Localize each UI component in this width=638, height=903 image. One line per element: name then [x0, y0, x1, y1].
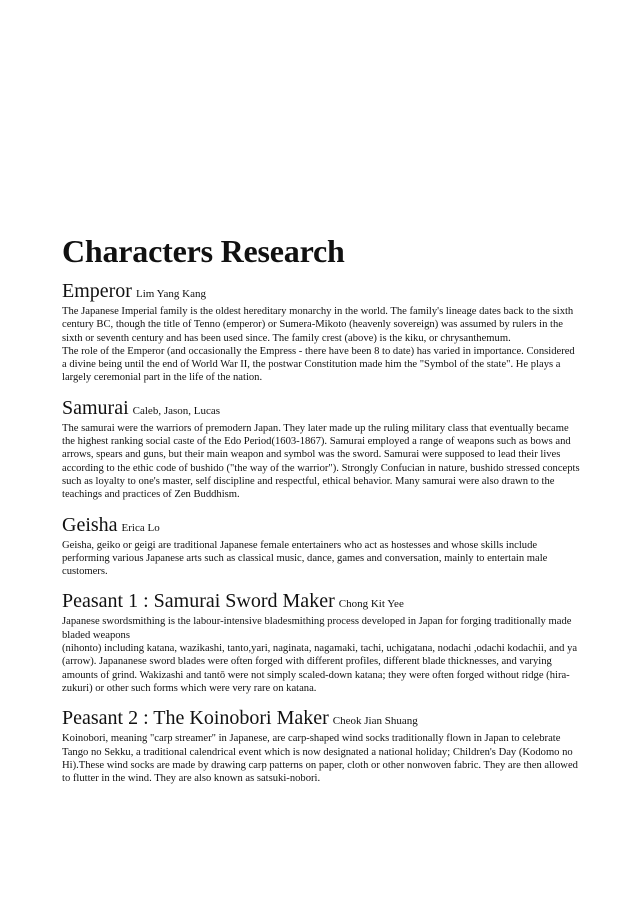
- section-emperor: [62, 280, 582, 385]
- section-paragraph: Geisha, geiko or geigi are traditional Japanese female entertainers who act as hostesses and whose skills include performing various Japanese arts such as classical music, dance, games and conversation, mainly to entertain male customers.: [62, 539, 548, 578]
- section-authors: Chong Kit Yee: [338, 598, 404, 611]
- section-heading: Peasant 1 : Samurai Sword Maker: [62, 590, 335, 613]
- section-authors: Caleb, Jason, Lucas: [132, 404, 221, 417]
- section-authors: Lim Yang Kang: [135, 288, 206, 300]
- section-paragraph: Koinobori, meaning "carp streamer" in Japanese, are carp-shaped wind socks traditionally flown in Japan to celebrate Tango no Sekku, a traditional calendrical event which is now designated a national holiday; Children's Day (Kodomo no Hi).These wind socks are made by drawing carp patterns on paper, cloth or other nonwoven fabric. They are then allowed to flutter in the wind. They are also known as satsuki-nobori.: [62, 733, 578, 785]
- section-heading: Samurai: [62, 396, 129, 419]
- document-title: Characters Research: [62, 233, 345, 269]
- section-heading: Emperor: [62, 280, 132, 302]
- section-heading: Geisha: [62, 513, 118, 536]
- section-header: [62, 707, 582, 732]
- section-header: [62, 590, 582, 615]
- section-paragraph: The Japanese Imperial family is the oldest hereditary monarchy in the world. The family's lineage dates back to the sixth century BC, though the title of Tenno (emperor) or Sumera-Mikoto (heavenly sovereign) was assumed by rulers in the sixth or seventh century and has been used since. The family crest (above) is the kiku, or chrysanthemum.: [62, 306, 574, 344]
- section-heading: Peasant 2 : The Koinobori Maker: [62, 707, 329, 730]
- section-geisha: [62, 514, 582, 579]
- section-paragraph: Japanese swordsmithing is the labour-intensive bladesmithing process developed in Japan for forging traditionally made bladed weapons: [62, 616, 572, 641]
- section-header: [62, 397, 582, 422]
- section-authors: Cheok Jian Shuang: [332, 715, 418, 728]
- section-peasant-1: [62, 590, 582, 695]
- document-body: [62, 232, 582, 797]
- section-peasant-2: [62, 707, 582, 785]
- section-paragraph: The role of the Emperor (and occasionally the Empress - there have been 8 to date) has varied in importance. Considered a divine being until the end of World War II, the postwar Constitution made him the "Symbol of the state". He plays a largely ceremonial part in the life of the nation.: [62, 345, 575, 384]
- section-paragraph: The samurai were the warriors of premodern Japan. They later made up the ruling military class that eventually became the highest ranking social caste of the Edo Period(1603-1867). Samurai employed a range of weapons such as bows and arrows, spears and guns, but their main weapon and symbol was the sword. Samurai were supposed to lead their lives according to the ethic code of bushido ("the way of the warrior"). Strongly Confucian in nature, bushido stressed concepts such as loyalty to one's master, self discipline and respectful, ethical behavior. Many samurai were also drawn to the teachings and practices of Zen Buddhism.: [62, 422, 580, 501]
- section-authors: Erica Lo: [121, 521, 160, 534]
- section-header: [62, 514, 582, 539]
- section-paragraph: (nihonto) including katana, wazikashi, tanto,yari, naginata, nagamaki, tachi, uchigatana, nodachi ,odachi kodachii, and ya (arrow). Japananese sword blades were often forged with different profiles, different blade thicknesses, and varying amounts of grind. Wakizashi and tantō were not simply scaled-down katana; they were often forged without ridge (hira-zukuri) or other such forms which were very rare on katana.: [62, 643, 578, 694]
- section-header: [62, 280, 582, 305]
- section-samurai: [62, 397, 582, 502]
